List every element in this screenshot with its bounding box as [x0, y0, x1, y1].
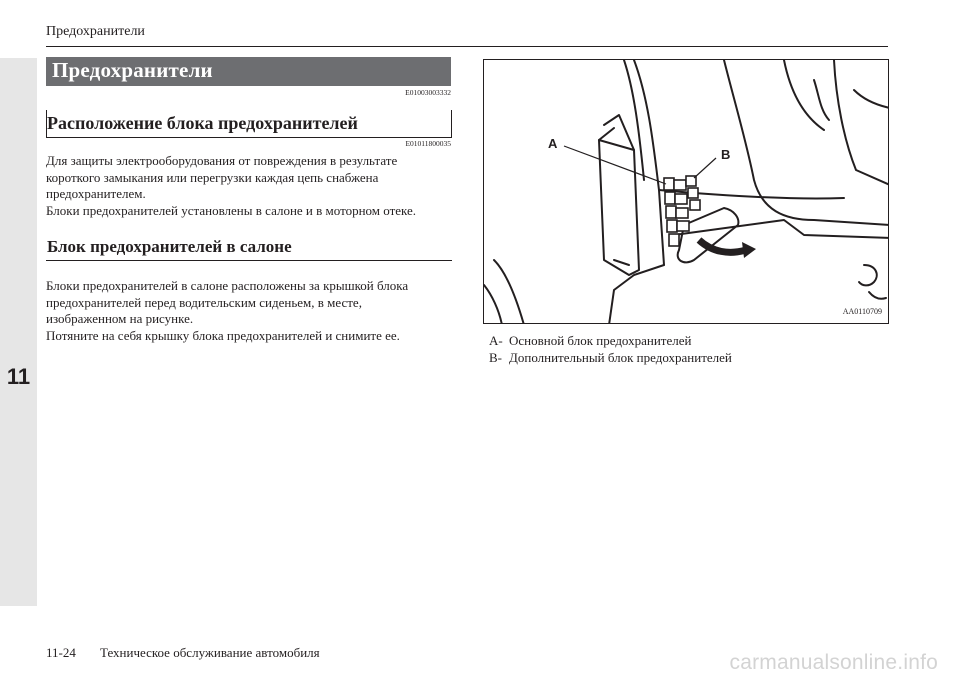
subsection-code: E01011800035 — [405, 139, 451, 148]
caption-key: A- — [489, 333, 503, 348]
figure-code: AA0110709 — [842, 307, 882, 316]
caption-row — [489, 349, 732, 366]
page-number: 11-24 — [46, 645, 76, 660]
text-line: предохранителей перед водительским сиденьем, в месте, — [46, 294, 362, 310]
caption-row — [489, 332, 732, 349]
chapter-number: 11 — [6, 364, 31, 389]
paragraph-location — [46, 153, 456, 219]
header-rule — [46, 46, 888, 47]
subsection-title-location: Расположение блока предохранителей — [47, 113, 358, 133]
watermark: carmanualsonline.info — [729, 651, 938, 674]
subsection-rule — [46, 260, 452, 261]
label-b: B — [721, 147, 731, 162]
illustration-drawing — [484, 60, 889, 324]
caption-key: B- — [489, 350, 502, 365]
running-header: Предохранители — [46, 24, 145, 39]
text-line: Для защиты электрооборудования от повреждения в результате — [46, 153, 398, 168]
section-title: Предохранители — [52, 58, 213, 82]
figure-captions — [489, 332, 732, 366]
label-a: A — [548, 136, 558, 151]
paragraph-cabin — [46, 278, 456, 344]
text-line: короткого замыкания или перегрузки каждая цепь снабжена — [46, 169, 379, 185]
text-line: изображенном на рисунке. — [46, 311, 194, 326]
footer-chapter: Техническое обслуживание автомобиля — [100, 645, 320, 660]
page-footer — [46, 645, 320, 661]
text-line: Блоки предохранителей в салоне расположены за крышкой блока — [46, 278, 409, 293]
caption-text: Дополнительный блок предохранителей — [509, 350, 732, 365]
text-line: предохранителем. — [46, 186, 146, 201]
fuse-box-illustration — [483, 59, 889, 324]
chapter-side-tab — [0, 58, 37, 606]
caption-text: Основной блок предохранителей — [509, 333, 692, 348]
text-line: Потяните на себя крышку блока предохранителей и снимите ее. — [46, 327, 400, 343]
section-code: E01003003332 — [405, 88, 451, 97]
text-line: Блоки предохранителей установлены в салоне и в моторном отеке. — [46, 202, 417, 218]
subsection-title-cabin: Блок предохранителей в салоне — [47, 237, 292, 256]
